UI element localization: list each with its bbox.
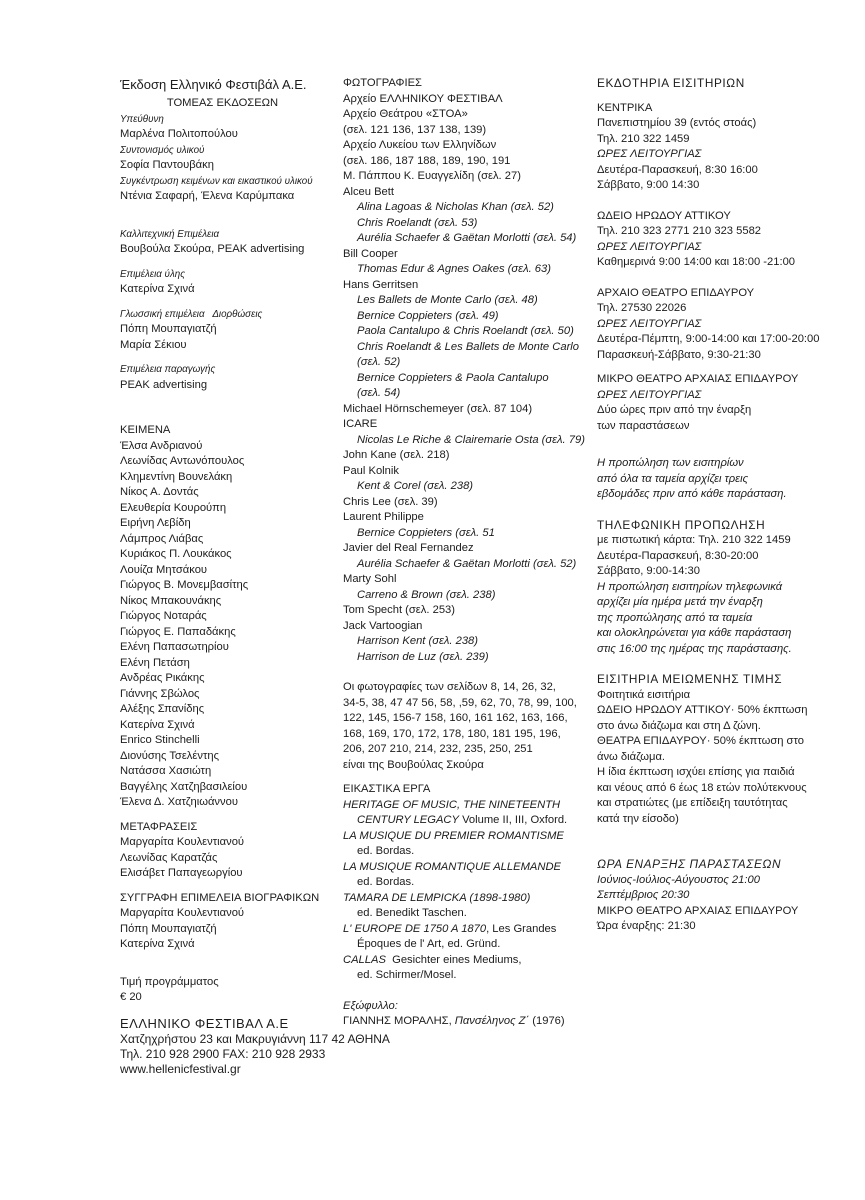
- venue-name: ΜΙΚΡΟ ΘΕΑΤΡΟ ΑΡΧΑΙΑΣ ΕΠΙΔΑΥΡΟΥ: [597, 373, 799, 385]
- art-work: [343, 813, 575, 829]
- photo-subject: Bernice Coppieters (σελ. 49): [357, 309, 499, 322]
- phone-sales-info: Δευτέρα-Παρασκευή, 8:30-20:00: [597, 549, 759, 562]
- reduced-info: Φοιτητικά εισιτήρια: [597, 688, 691, 701]
- credit-name: PEAK advertising: [120, 378, 208, 391]
- art-work: LA MUSIQUE DU PREMIER ROMANTISME: [343, 829, 564, 842]
- list-item: Κλημεντίνη Βουνελάκη: [120, 470, 233, 483]
- role-label: Επιμέλεια παραγωγής: [120, 364, 216, 375]
- art-work: HERITAGE OF MUSIC, THE NINETEENTH: [343, 798, 561, 811]
- list-item: Νίκος Α. Δοντάς: [120, 486, 199, 498]
- hours-label: ΩΡΕΣ ΛΕΙΤΟΥΡΓΙΑΣ: [597, 148, 702, 160]
- art-work: [343, 922, 575, 938]
- phone-sales-note: Η προπώληση εισιτηρίων τηλεφωνικά: [597, 580, 783, 593]
- photo-subject: Alina Lagoas & Nicholas Khan (σελ. 52): [357, 201, 554, 213]
- presale-note: από όλα τα ταμεία αρχίζει τρεις: [597, 472, 749, 485]
- presale-note: εβδομάδες πριν από κάθε παράσταση.: [597, 488, 787, 500]
- cover-label: Εξώφυλλο:: [343, 999, 398, 1012]
- price-label: Τιμή προγράμματος: [120, 975, 219, 988]
- art-detail: , Les Grandes: [486, 922, 557, 935]
- art-heading: ΕΙΚΑΣΤΙΚΑ ΕΡΓΑ: [343, 783, 431, 795]
- pages-note: είναι της Βουβούλας Σκούρα: [343, 758, 484, 771]
- credit-name: Σοφία Παντουβάκη: [120, 159, 214, 171]
- start-time-heading: ΩΡΑ ΕΝΑΡΞΗΣ ΠΑΡΑΣΤΑΣΕΩΝ: [597, 857, 782, 871]
- venue-name: ΩΔΕΙΟ ΗΡΩΔΟΥ ΑΤΤΙΚΟΥ: [597, 209, 731, 222]
- list-item: Γιάννης Σβώλος: [120, 687, 200, 700]
- cover-year: (1976): [529, 1015, 565, 1027]
- role-label: Συντονισμός υλικού: [120, 144, 205, 156]
- role-label: Καλλιτεχνική Επιμέλεια: [120, 228, 220, 240]
- venue-hours: Δευτέρα-Παρασκευή, 8:30 16:00: [597, 163, 758, 176]
- role-label: Επιμέλεια ύλης: [120, 268, 185, 280]
- reduced-heading: ΕΙΣΙΤΗΡΙΑ ΜΕΙΩΜΕΝΗΣ ΤΙΜΗΣ: [597, 672, 783, 686]
- presale-note: Η προπώληση των εισιτηρίων: [597, 457, 744, 469]
- photographer: Alceu Bett: [343, 185, 394, 198]
- list-item: Γιώργος Β. Μονεμβασίτης: [120, 579, 249, 591]
- credit-name: Βουβούλα Σκούρα, PEAK advertising: [120, 243, 305, 255]
- reduced-info: ΩΔΕΙΟ ΗΡΩΔΟΥ ΑΤΤΙΚΟΥ· 50% έκπτωση: [597, 704, 808, 716]
- phone-sales-info: με πιστωτική κάρτα: Τηλ. 210 322 1459: [597, 534, 791, 546]
- photo-credit: Αρχείο Λυκείου των Ελληνίδων: [343, 139, 497, 151]
- photo-subject: (σελ. 54): [357, 387, 401, 399]
- credit-name: Ντένια Σαφαρή, Έλενα Καρύμπακα: [120, 190, 295, 202]
- hours-label: ΩΡΕΣ ΛΕΙΤΟΥΡΓΙΑΣ: [597, 240, 702, 253]
- art-work: LA MUSIQUE ROMANTIQUE ALLEMANDE: [343, 860, 561, 873]
- phone-sales-note: της προπώλησης από τα ταμεία: [597, 611, 753, 624]
- photographer: John Kane (σελ. 218): [343, 449, 450, 461]
- photos-column: [343, 76, 585, 1030]
- publisher-footer: [120, 1015, 390, 1077]
- art-publisher: Époques de l' Art, ed. Gründ.: [357, 938, 501, 950]
- phone-sales-note: στις 16:00 της ημέρας της παράστασης.: [597, 642, 792, 655]
- art-detail: Volume II, III, Oxford.: [458, 814, 568, 826]
- texts-list: [120, 439, 325, 811]
- photo-credit: Μ. Πάππου Κ. Ευαγγελίδη (σελ. 27): [343, 170, 521, 182]
- venue-hours: Δευτέρα-Πέμπτη, 9:00-14:00 και 17:00-20:00: [597, 333, 820, 345]
- tickets-heading: ΕΚΔΟΤΗΡΙΑ ΕΙΣΙΤΗΡΙΩΝ: [597, 76, 745, 90]
- publisher-website[interactable]: www.hellenicfestival.gr: [120, 1062, 241, 1076]
- bio-heading: ΣΥΓΓΡΑΦΗ ΕΠΙΜΕΛΕΙΑ ΒΙΟΓΡΑΦΙΚΩΝ: [120, 891, 320, 904]
- venue-name: ΚΕΝΤΡΙΚΑ: [597, 101, 653, 114]
- phone-sales-info: Σάββατο, 9:00-14:30: [597, 565, 700, 577]
- list-item: Ανδρέας Ρικάκης: [120, 672, 205, 684]
- publication-title: Έκδοση Ελληνικό Φεστιβάλ Α.Ε.: [120, 77, 307, 92]
- publisher-phones: Τηλ. 210 928 2900 FAX: 210 928 2933: [120, 1047, 326, 1061]
- reduced-info: Η ίδια έκπτωση ισχύει επίσης για παιδιά: [597, 766, 795, 778]
- venue-hours: Σάββατο, 9:00 14:30: [597, 179, 700, 191]
- list-item: Μαργαρίτα Κουλεντιανού: [120, 836, 245, 848]
- photo-subject: Carreno & Brown (σελ. 238): [357, 588, 496, 601]
- photos-heading: ΦΩΤΟΓΡΑΦΙΕΣ: [343, 77, 422, 89]
- photo-pages: (σελ. 186, 187 188, 189, 190, 191: [343, 154, 511, 167]
- phone-sales-heading: ΤΗΛΕΦΩΝΙΚΗ ΠΡΟΠΩΛΗΣΗ: [597, 517, 766, 532]
- reduced-info: κατά την είσοδο): [597, 812, 679, 825]
- list-item: Λεωνίδας Αντωνόπουλος: [120, 455, 245, 467]
- photographer: ICARE: [343, 418, 378, 430]
- reduced-info: ΘΕΑΤΡΑ ΕΠΙΔΑΥΡΟΥ· 50% έκπτωση στο: [597, 735, 804, 747]
- venue-address: Πανεπιστημίου 39 (εντός στοάς): [597, 117, 757, 129]
- list-item: Έλσα Ανδριανού: [120, 439, 203, 452]
- credit-name: Κατερίνα Σχινά: [120, 283, 195, 295]
- art-work: TAMARA DE LEMPICKA (1898-1980): [343, 891, 531, 904]
- cover-title: Πανσέληνος Ζ΄: [454, 1015, 530, 1027]
- reduced-info: άνω διάζωμα.: [597, 750, 666, 763]
- role-label: Υπεύθυνη: [120, 113, 164, 125]
- photographer: Chris Lee (σελ. 39): [343, 495, 438, 508]
- phone-sales-note: και ολοκληρώνεται για κάθε παράσταση: [597, 627, 792, 639]
- credit-name: Μαρία Σέκιου: [120, 338, 187, 351]
- list-item: Κατερίνα Σχινά: [120, 938, 195, 950]
- photo-subject: Nicolas Le Riche & Clairemarie Osta (σελ. 79): [357, 433, 585, 446]
- venue-hours: Καθημερινά 9:00 14:00 και 18:00 -21:00: [597, 256, 796, 268]
- photo-subject: Bernice Coppieters & Paola Cantalupo: [357, 371, 549, 384]
- pages-note: 34-5, 38, 47 47 56, 58, ,59, 62, 70, 78, 99, 100,: [343, 696, 577, 709]
- photo-subject: Thomas Edur & Agnes Oakes (σελ. 63): [357, 263, 551, 275]
- list-item: Αλέξης Σπανίδης: [120, 703, 205, 715]
- translations-heading: ΜΕΤΑΦΡΑΣΕΙΣ: [120, 820, 198, 833]
- list-item: Ελένη Πετάση: [120, 656, 190, 669]
- photo-subject: Kent & Corel (σελ. 238): [357, 480, 474, 492]
- art-publisher: ed. Bordas.: [357, 845, 415, 857]
- photographer: Bill Cooper: [343, 247, 398, 260]
- photographer: Tom Specht (σελ. 253): [343, 604, 455, 616]
- list-item: Μαργαρίτα Κουλεντιανού: [120, 907, 245, 919]
- photographer: Laurent Philippe: [343, 511, 424, 523]
- start-time: Σεπτέμβριος 20:30: [597, 889, 690, 901]
- role-label: Συγκέντρωση κειμένων και εικαστικού υλικού: [120, 175, 313, 187]
- photo-pages: (σελ. 121 136, 137 138, 139): [343, 123, 487, 136]
- list-item: Enrico Stinchelli: [120, 734, 200, 746]
- list-item: Λουίζα Μητσάκου: [120, 563, 208, 576]
- photo-subject: Chris Roelandt (σελ. 53): [357, 216, 478, 229]
- photographer: Marty Sohl: [343, 573, 397, 585]
- tickets-column: [597, 76, 837, 935]
- publisher-address: Χατζηχρήστου 23 και Μακρυγιάννη 117 42 ΑΘΗΝΑ: [120, 1032, 390, 1046]
- list-item: Κατερίνα Σχινά: [120, 718, 195, 731]
- photo-subject: Harrison de Luz (σελ. 239): [357, 650, 489, 663]
- list-item: Έλενα Δ. Χατζηιωάννου: [120, 796, 238, 808]
- pages-note: 206, 207 210, 214, 232, 235, 250, 251: [343, 743, 533, 755]
- photo-subject: Aurélia Schaefer & Gaëtan Morlotti (σελ. 54): [357, 232, 577, 244]
- photo-subject: Paola Cantalupo & Chris Roelandt (σελ. 50): [357, 325, 574, 337]
- publisher-name: ΕΛΛΗΝΙΚΟ ΦΕΣΤΙΒΑΛ Α.Ε: [120, 1016, 289, 1031]
- texts-heading: ΚΕΙΜΕΝΑ: [120, 424, 171, 436]
- art-publisher: ed. Benedikt Taschen.: [357, 907, 467, 919]
- reduced-info: στο άνω διάζωμα και στη Δ ζώνη.: [597, 719, 761, 732]
- photo-subject: Aurélia Schaefer & Gaëtan Morlotti (σελ. 52): [357, 557, 577, 570]
- photographer: Hans Gerritsen: [343, 278, 419, 291]
- photo-subject: Les Ballets de Monte Carlo (σελ. 48): [357, 294, 538, 306]
- venue-name: ΑΡΧΑΙΟ ΘΕΑΤΡΟ ΕΠΙΔΑΥΡΟΥ: [597, 286, 755, 299]
- art-title: L' EUROPE DE 1750 A 1870: [343, 922, 487, 935]
- venue-hours: των παραστάσεων: [597, 419, 690, 432]
- list-item: Κυριάκος Π. Λουκάκος: [120, 548, 232, 560]
- photo-subject: Bernice Coppieters (σελ. 51: [357, 526, 495, 539]
- venue-phone: Τηλ. 27530 22026: [597, 302, 687, 314]
- photo-subject: Chris Roelandt & Les Ballets de Monte Carlo: [357, 340, 579, 353]
- start-time: Ιούνιος-Ιούλιος-Αύγουστος 21:00: [597, 873, 760, 886]
- art-work: [343, 953, 575, 969]
- credit-name: Πόπη Μουπαγιατζή: [120, 323, 217, 335]
- cover-artist: ΓΙΑΝΝΗΣ ΜΟΡΑΛΗΣ,: [343, 1015, 455, 1027]
- price-value: € 20: [120, 991, 142, 1003]
- role-label: Γλωσσική επιμέλεια Διορθώσεις: [120, 308, 263, 320]
- art-publisher: ed. Schirmer/Mosel.: [357, 969, 457, 981]
- reduced-info: και στρατιώτες (με επίδειξη ταυτότητας: [597, 797, 788, 809]
- list-item: Διονύσης Τσελέντης: [120, 749, 220, 762]
- pages-note: Οι φωτογραφίες των σελίδων 8, 14, 26, 32,: [343, 681, 556, 693]
- venue-hours: Παρασκευή-Σάββατο, 9:30-21:30: [597, 348, 761, 361]
- photographer: Paul Kolnik: [343, 464, 399, 477]
- hours-label: ΩΡΕΣ ΛΕΙΤΟΥΡΓΙΑΣ: [597, 317, 702, 330]
- list-item: Ελισάβετ Παπαγεωργίου: [120, 867, 243, 879]
- list-item: Νίκος Μπακουνάκης: [120, 594, 222, 607]
- art-publisher: ed. Bordas.: [357, 876, 415, 888]
- phone-sales-note: αρχίζει μία ημέρα μετά την έναρξη: [597, 596, 763, 608]
- art-detail: Gesichter eines Mediums,: [385, 953, 522, 966]
- photographer: Michael Hörnschemeyer (σελ. 87 104): [343, 402, 533, 415]
- list-item: Ελευθερία Κουρούπη: [120, 501, 227, 514]
- photo-credit: Αρχείο Θεάτρου «ΣΤΟΑ»: [343, 108, 468, 120]
- photographer: Javier del Real Fernandez: [343, 542, 474, 554]
- start-time: Ώρα έναρξης: 21:30: [597, 920, 696, 932]
- photographer: Jack Vartoogian: [343, 619, 423, 632]
- list-item: Νατάσσα Χασιώτη: [120, 765, 212, 777]
- list-item: Λάμπρος Λιάβας: [120, 532, 204, 545]
- list-item: Γιώργος Νοταράς: [120, 610, 207, 622]
- list-item: Γιώργος Ε. Παπαδάκης: [120, 625, 236, 638]
- venue-name: ΜΙΚΡΟ ΘΕΑΤΡΟ ΑΡΧΑΙΑΣ ΕΠΙΔΑΥΡΟΥ: [597, 904, 799, 917]
- publishing-dept-heading: ΤΟΜΕΑΣ ΕΚΔΟΣΕΩΝ: [166, 97, 279, 109]
- list-item: Πόπη Μουπαγιατζή: [120, 922, 217, 935]
- photo-subject: Harrison Kent (σελ. 238): [357, 635, 479, 647]
- reduced-info: και νέους από 6 έως 18 ετών πολύτεκνους: [597, 781, 807, 794]
- hours-label: ΩΡΕΣ ΛΕΙΤΟΥΡΓΙΑΣ: [597, 388, 702, 401]
- list-item: Ελένη Παπασωτηρίου: [120, 641, 229, 653]
- list-item: Βαγγέλης Χατζηβασιλείου: [120, 780, 248, 793]
- venue-phone: Τηλ. 210 322 1459: [597, 132, 690, 145]
- photo-subject: (σελ. 52): [357, 356, 401, 368]
- pages-note: 122, 145, 156-7 158, 160, 161 162, 163, 166,: [343, 712, 568, 724]
- venue-hours: Δύο ώρες πριν από την έναρξη: [597, 404, 752, 416]
- pages-note: 168, 169, 170, 172, 178, 180, 181 195, 196,: [343, 727, 561, 740]
- credit-name: Μαρλένα Πολιτοπούλου: [120, 128, 238, 140]
- list-item: Λεωνίδας Καρατζάς: [120, 851, 218, 864]
- credits-column: [120, 76, 325, 1006]
- photo-credit: Αρχείο ΕΛΛΗΝΙΚΟΥ ΦΕΣΤΙΒΑΛ: [343, 92, 503, 105]
- art-title: CALLAS: [343, 953, 386, 966]
- venue-phone: Τηλ. 210 323 2771 210 323 5582: [597, 225, 762, 237]
- art-title: CENTURY LEGACY: [357, 814, 459, 826]
- list-item: Ειρήνη Λεβίδη: [120, 517, 191, 529]
